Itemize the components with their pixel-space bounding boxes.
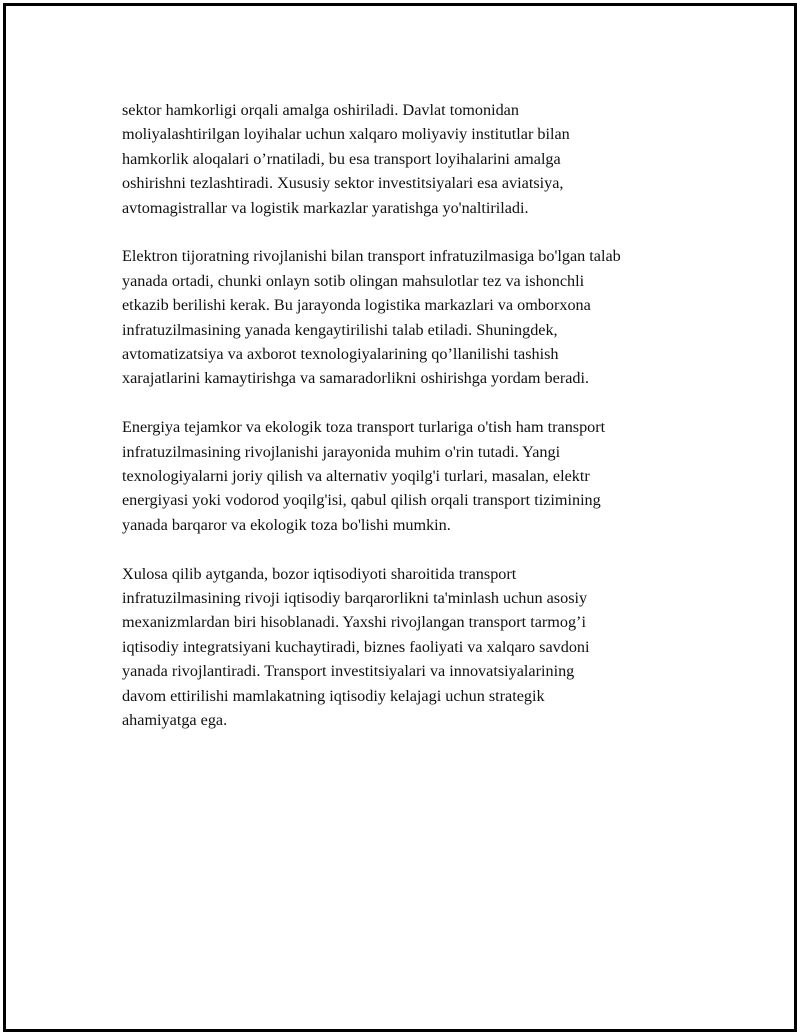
text-line: xarajatlarini kamaytirishga va samaradorlikni oshirishga yordam beradi. — [122, 369, 590, 388]
text-line: davom ettirilishi mamlakatning iqtisodiy kelajagi uchun strategik — [122, 686, 545, 705]
text-line: energiyasi yoki vodorod yoqilg'isi, qabul qilish orqali transport tizimining — [122, 491, 601, 510]
text-line: yanada barqaror va ekologik toza bo'lishi mumkin. — [122, 515, 451, 534]
text-line: yanada ortadi, chunki onlayn sotib olingan mahsulotlar tez va ishonchli — [122, 271, 585, 290]
text-line: iqtisodiy integratsiyani kuchaytiradi, biznes faoliyati va xalqaro savdoni — [122, 637, 590, 656]
paragraph-2 — [122, 244, 702, 390]
text-line: moliyalashtirilgan loyihalar uchun xalqaro moliyaviy institutlar bilan — [122, 125, 570, 144]
text-line: avtomatizatsiya va axborot texnologiyalarining qo’llanilishi tashish — [122, 345, 559, 364]
text-line: infratuzilmasining yanada kengaytirilishi talab etiladi. Shuningdek, — [122, 320, 558, 339]
text-line: infratuzilmasining rivojlanishi jarayonida muhim o'rin tutadi. Yangi — [122, 442, 561, 461]
text-line: mexanizmlardan biri hisoblanadi. Yaxshi rivojlangan transport tarmog’i — [122, 613, 586, 632]
text-line: hamkorlik aloqalari o’rnatiladi, bu esa transport loyihalarini amalga — [122, 149, 561, 168]
text-line: Xulosa qilib aytganda, bozor iqtisodiyoti sharoitida transport — [122, 564, 517, 583]
text-line: sektor hamkorligi orqali amalga oshiriladi. Davlat tomonidan — [122, 101, 519, 119]
text-line: avtomagistrallar va logistik markazlar yaratishga yo'naltiriladi. — [122, 198, 529, 217]
text-line: Elektron tijoratning rivojlanishi bilan transport infratuzilmasiga bo'lgan talab — [122, 247, 621, 266]
text-line: texnologiyalarni joriy qilish va alternativ yoqilg'i turlari, masalan, elektr — [122, 467, 590, 486]
text-line: ahamiyatga ega. — [122, 711, 228, 730]
text-line: infratuzilmasining rivoji iqtisodiy barqarorlikni ta'minlash uchun asosiy — [122, 589, 588, 608]
document-body — [122, 98, 702, 757]
document-page — [3, 3, 797, 1032]
text-line: etkazib berilishi kerak. Bu jarayonda logistika markazlari va omborxona — [122, 296, 591, 315]
paragraph-3 — [122, 415, 702, 537]
text-line: yanada rivojlantiradi. Transport investitsiyalari va innovatsiyalarining — [122, 662, 575, 681]
paragraph-4 — [122, 562, 702, 733]
paragraph-1 — [122, 98, 702, 220]
text-line: Energiya tejamkor va ekologik toza transport turlariga o'tish ham transport — [122, 418, 606, 437]
text-line: oshirishni tezlashtiradi. Xususiy sektor investitsiyalari esa aviatsiya, — [122, 174, 564, 193]
